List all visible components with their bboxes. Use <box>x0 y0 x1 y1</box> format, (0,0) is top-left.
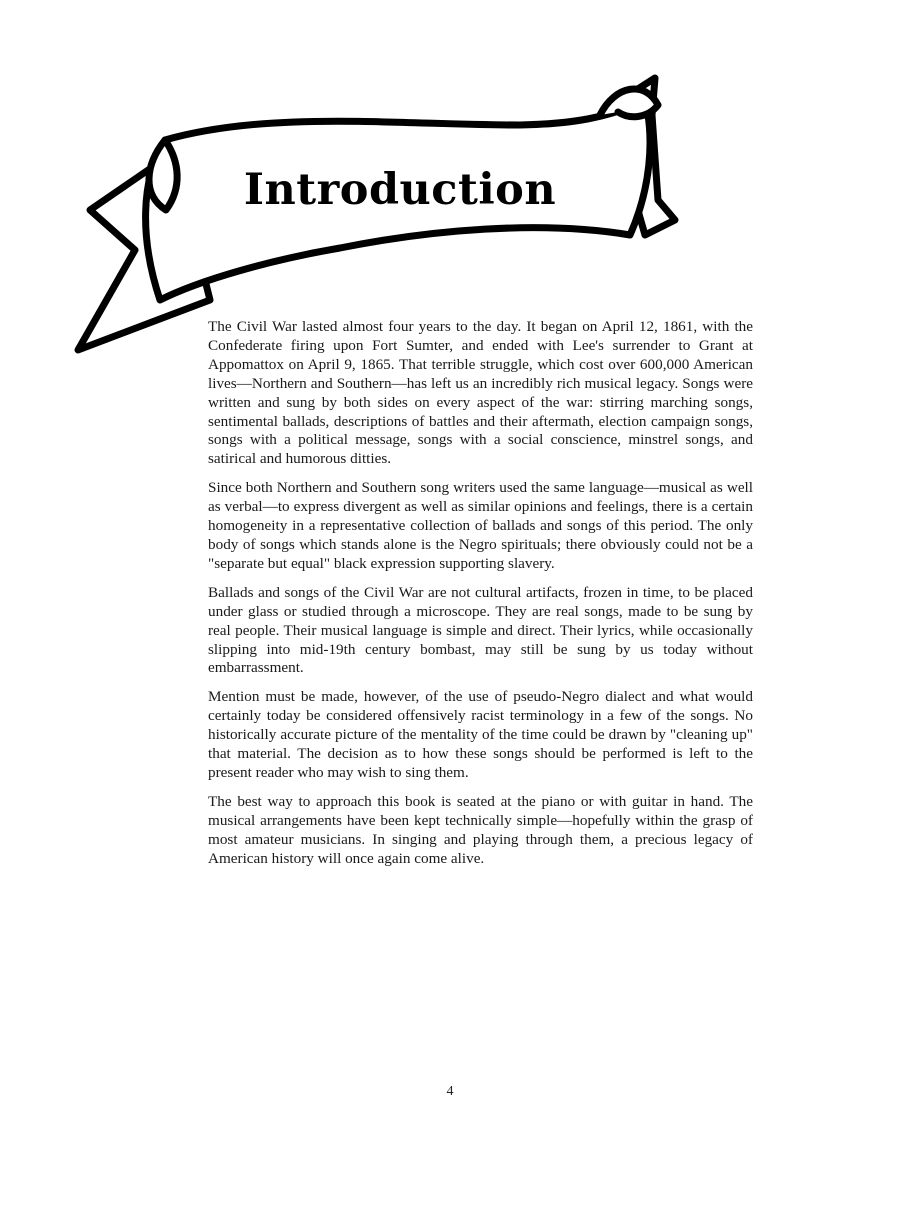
introduction-text <box>208 318 753 878</box>
page-number: 4 <box>446 1084 454 1099</box>
paragraph-2: Since both Northern and Southern song writers used the same language—musical as well as verbal—to express divergent as well as similar opinions and feelings, there is a certain homogeneity in a representative collection of ballads and songs of this period. The only body of songs which stands alone is the Negro spirituals; there obviously could not be a "separate but equal" black expression supporting slavery. <box>208 479 753 572</box>
paragraph-1: The Civil War lasted almost four years to the day. It began on April 12, 1861, with the Confederate firing upon Fort Sumter, and ended with Lee's surrender to Grant at Appomattox on April 9, 1865. That terrible struggle, which cost over 600,000 American lives—Northern and Southern—has left us an incredibly rich musical legacy. Songs were written and sung by both sides on every aspect of the war: stirring marching songs, sentimental ballads, descriptions of battles and their aftermath, election campaign songs, songs with a political message, songs with a social conscience, minstrel songs, and satirical and humorous ditties. <box>208 318 753 468</box>
page-title: Introduction <box>243 165 557 215</box>
paragraph-4: Mention must be made, however, of the use of pseudo-Negro dialect and what would certainly today be considered offensively racist terminology in a few of the songs. No historically accurate picture of the mentality of the time could be drawn by "cleaning up" that material. The decision as to how these songs should be performed is left to the present reader who may wish to sing them. <box>208 688 753 781</box>
paragraph-5: The best way to approach this book is seated at the piano or with guitar in hand. The musical arrangements have been kept technically simple—hopefully within the grasp of most amateur musicians. In singing and playing through them, a precious legacy of American history will once again come alive. <box>208 792 753 867</box>
ribbon-banner-graphic <box>70 70 690 360</box>
paragraph-3: Ballads and songs of the Civil War are not cultural artifacts, frozen in time, to be placed under glass or studied through a microscope. They are real songs, made to be sung by real people. Their musical language is simple and direct. Their lyrics, while occasionally slipping into mid-19th century bombast, may still be sung by us today without embarrassment. <box>208 583 753 677</box>
